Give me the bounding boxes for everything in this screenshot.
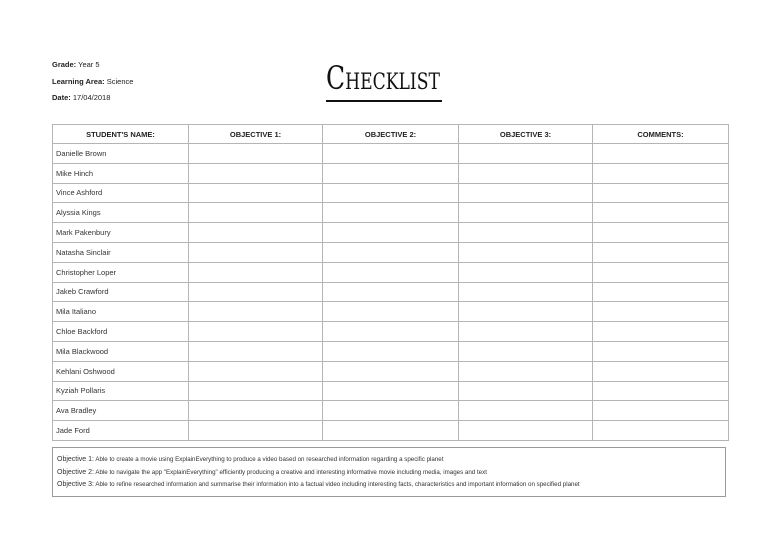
date-line [52, 90, 133, 107]
empty-cell[interactable] [593, 361, 729, 381]
header-meta [52, 57, 133, 107]
empty-cell[interactable] [323, 262, 459, 282]
empty-cell[interactable] [189, 144, 323, 164]
empty-cell[interactable] [189, 242, 323, 262]
table-body [53, 144, 729, 441]
table-row [53, 144, 729, 164]
empty-cell[interactable] [459, 223, 593, 243]
objective-line [57, 454, 725, 467]
empty-cell[interactable] [459, 341, 593, 361]
empty-cell[interactable] [189, 401, 323, 421]
table-row [53, 302, 729, 322]
empty-cell[interactable] [459, 421, 593, 441]
table-header-row [53, 125, 729, 144]
table-row [53, 341, 729, 361]
student-name-cell: Jakeb Crawford [53, 282, 189, 302]
empty-cell[interactable] [593, 322, 729, 342]
empty-cell[interactable] [593, 421, 729, 441]
student-name-cell: Chloe Backford [53, 322, 189, 342]
empty-cell[interactable] [459, 242, 593, 262]
objective-label: Objective 2: [57, 468, 94, 476]
empty-cell[interactable] [459, 381, 593, 401]
objective-text: Able to refine researched information and summarise their information into a factual video including interesting facts, characteristics and important information on specified planet [95, 481, 580, 488]
empty-cell[interactable] [189, 341, 323, 361]
student-name-cell: Mila Italiano [53, 302, 189, 322]
student-name-cell: Danielle Brown [53, 144, 189, 164]
date-value: 17/04/2018 [72, 93, 111, 102]
table-row [53, 163, 729, 183]
empty-cell[interactable] [323, 203, 459, 223]
objectives-box [52, 447, 726, 497]
empty-cell[interactable] [593, 203, 729, 223]
grade-line [52, 57, 133, 74]
empty-cell[interactable] [593, 183, 729, 203]
empty-cell[interactable] [323, 421, 459, 441]
empty-cell[interactable] [323, 183, 459, 203]
empty-cell[interactable] [593, 262, 729, 282]
table-row [53, 183, 729, 203]
empty-cell[interactable] [459, 361, 593, 381]
empty-cell[interactable] [459, 163, 593, 183]
page-title: Checklist [326, 59, 440, 97]
empty-cell[interactable] [459, 144, 593, 164]
empty-cell[interactable] [459, 262, 593, 282]
empty-cell[interactable] [323, 341, 459, 361]
empty-cell[interactable] [593, 223, 729, 243]
empty-cell[interactable] [593, 163, 729, 183]
student-name-cell: Vince Ashford [53, 183, 189, 203]
grade-value: Year 5 [78, 60, 100, 69]
checklist-table [52, 124, 729, 441]
title-underline [326, 100, 442, 102]
empty-cell[interactable] [593, 282, 729, 302]
student-name-cell: Mike Hinch [53, 163, 189, 183]
table-row [53, 381, 729, 401]
empty-cell[interactable] [593, 341, 729, 361]
column-header: OBJECTIVE 2: [323, 125, 459, 144]
objective-line [57, 479, 725, 492]
empty-cell[interactable] [323, 163, 459, 183]
table-row [53, 262, 729, 282]
column-header: OBJECTIVE 3: [459, 125, 593, 144]
empty-cell[interactable] [459, 282, 593, 302]
table-row [53, 401, 729, 421]
empty-cell[interactable] [189, 163, 323, 183]
objective-label: Objective 1: [57, 456, 94, 463]
empty-cell[interactable] [189, 322, 323, 342]
empty-cell[interactable] [189, 262, 323, 282]
objective-line [57, 467, 725, 480]
empty-cell[interactable] [459, 302, 593, 322]
learning-area-label: Learning Area: [52, 76, 105, 86]
empty-cell[interactable] [189, 361, 323, 381]
student-name-cell: Kehlani Oshwood [53, 361, 189, 381]
student-name-cell: Alyssia Kings [53, 203, 189, 223]
student-name-cell: Ava Bradley [53, 401, 189, 421]
date-label: Date: [52, 93, 71, 102]
empty-cell[interactable] [459, 401, 593, 421]
column-header: OBJECTIVE 1: [189, 125, 323, 144]
student-name-cell: Kyziah Pollaris [53, 381, 189, 401]
empty-cell[interactable] [459, 322, 593, 342]
empty-cell[interactable] [323, 381, 459, 401]
table-row [53, 242, 729, 262]
learning-area-line [52, 74, 133, 91]
empty-cell[interactable] [189, 421, 323, 441]
empty-cell[interactable] [323, 242, 459, 262]
table-row [53, 203, 729, 223]
empty-cell[interactable] [593, 401, 729, 421]
empty-cell[interactable] [189, 282, 323, 302]
column-header: COMMENTS: [593, 125, 729, 144]
empty-cell[interactable] [593, 302, 729, 322]
empty-cell[interactable] [189, 183, 323, 203]
empty-cell[interactable] [323, 144, 459, 164]
empty-cell[interactable] [323, 401, 459, 421]
learning-area-value: Science [106, 76, 134, 86]
empty-cell[interactable] [189, 223, 323, 243]
objective-text: Able to navigate the app "ExplainEverything" efficiently producing a creative and interesting informative movie including media, images and text [95, 468, 487, 476]
empty-cell[interactable] [323, 223, 459, 243]
empty-cell[interactable] [459, 203, 593, 223]
table-row [53, 322, 729, 342]
empty-cell[interactable] [189, 302, 323, 322]
empty-cell[interactable] [323, 282, 459, 302]
empty-cell[interactable] [323, 302, 459, 322]
student-name-cell: Jade Ford [53, 421, 189, 441]
empty-cell[interactable] [189, 203, 323, 223]
objective-text: Able to create a movie using ExplainEverything to produce a video based on researched information regarding a specific planet [95, 456, 444, 463]
empty-cell[interactable] [323, 322, 459, 342]
empty-cell[interactable] [593, 381, 729, 401]
student-name-cell: Christopher Loper [53, 262, 189, 282]
empty-cell[interactable] [323, 361, 459, 381]
objective-label: Objective 3: [57, 481, 94, 488]
table-row [53, 361, 729, 381]
student-name-cell: Mila Blackwood [53, 341, 189, 361]
student-name-cell: Natasha Sinclair [53, 242, 189, 262]
empty-cell[interactable] [189, 381, 323, 401]
table-row [53, 421, 729, 441]
student-name-cell: Mark Pakenbury [53, 223, 189, 243]
table-row [53, 223, 729, 243]
column-header: STUDENT'S NAME: [53, 125, 189, 144]
table-row [53, 282, 729, 302]
empty-cell[interactable] [593, 242, 729, 262]
grade-label: Grade: [52, 60, 77, 69]
empty-cell[interactable] [459, 183, 593, 203]
empty-cell[interactable] [593, 144, 729, 164]
